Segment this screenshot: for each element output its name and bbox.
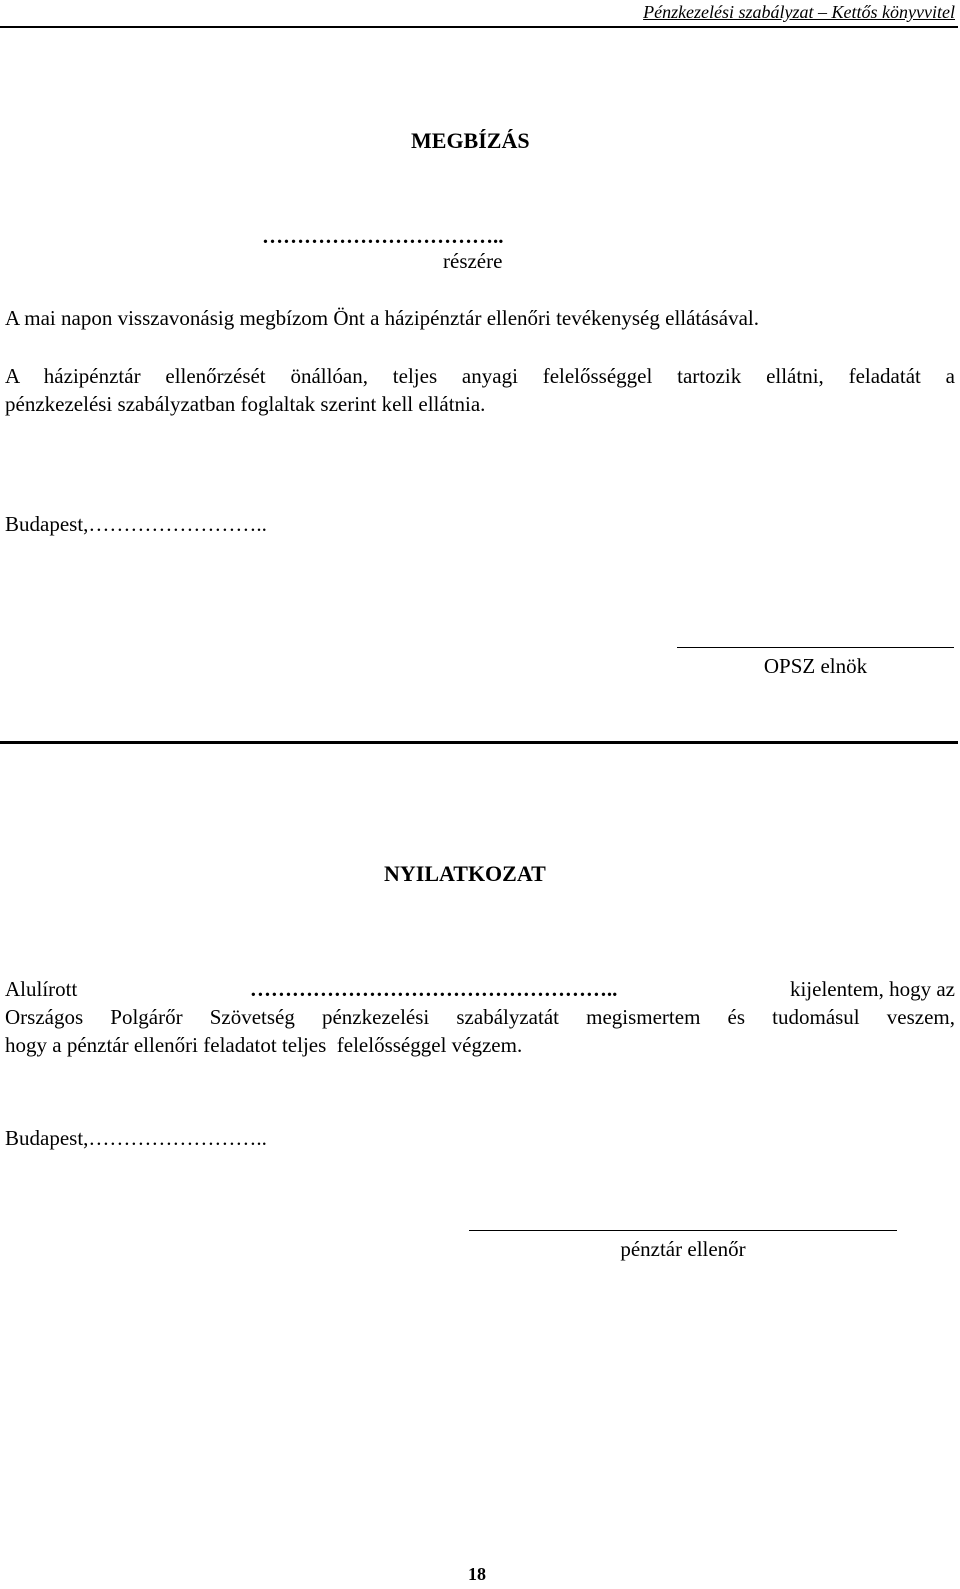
megbizas-paragraph-2-line-1: A házipénztár ellenőrzését önállóan, teljes anyagi felelősséggel tartozik ellátni, feladatát a (5, 364, 955, 388)
elnok-signature-line (677, 647, 954, 648)
header-rule (0, 26, 958, 28)
nyilatkozat-line-1-prefix: Alulírott (5, 977, 78, 1001)
page-number: 18 (468, 1564, 486, 1584)
nyilatkozat-line-1 (5, 975, 955, 1003)
megbizas-paragraph-1: A mai napon visszavonásig megbízom Önt a házipénztár ellenőri tevékenység ellátásával. (5, 306, 759, 330)
recipient-label: részére (443, 249, 503, 273)
nyilatkozat-line-2: Országos Polgárőr Szövetség pénzkezelési szabályzatát megismertem és tudomásul veszem, (5, 1005, 955, 1029)
ellenor-signature-line (469, 1230, 897, 1231)
running-header: Pénzkezelési szabályzat – Kettős könyvvitel (643, 2, 955, 22)
nyilatkozat-line-1-suffix: kijelentem, hogy az (789, 977, 955, 1001)
nyilatkozat-place-date: Budapest,…………………….. (5, 1126, 267, 1150)
recipient-name-blank: …………………………….. (262, 224, 504, 248)
ellenor-signature-label: pénztár ellenőr (620, 1237, 746, 1261)
declarant-name-blank: …………………………………………….. (249, 977, 618, 1001)
megbizas-place-date: Budapest,…………………….. (5, 512, 267, 536)
nyilatkozat-title: NYILATKOZAT (384, 861, 546, 886)
nyilatkozat-line-3: hogy a pénztár ellenőri feladatot teljes felelősséggel végzem. (5, 1033, 523, 1057)
elnok-signature-label: OPSZ elnök (763, 654, 868, 678)
megbizas-title: MEGBÍZÁS (411, 128, 530, 153)
section-divider (0, 741, 958, 744)
megbizas-paragraph-2-line-2: pénzkezelési szabályzatban foglaltak szerint kell ellátnia. (5, 392, 486, 416)
